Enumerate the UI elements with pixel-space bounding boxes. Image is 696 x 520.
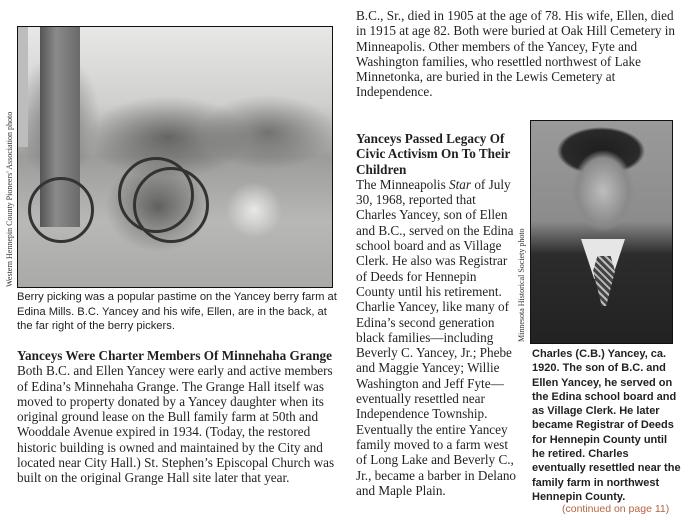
grange-heading: Yanceys Were Charter Members Of Minnehaha Grange <box>17 348 332 363</box>
legacy-article <box>356 131 516 498</box>
berry-picking-photo <box>17 26 333 288</box>
portrait-caption: Charles (C.B.) Yancey, ca. 1920. The son of B.C. and Ellen Yancey, he served on the Edina school board and as Village Clerk. He later became Registrar of Deeds for Hennepin County until he retired. Charles eventually resettled near the family farm in northwest Hennepin County. <box>532 348 681 503</box>
portrait-tie <box>593 256 615 306</box>
legacy-body <box>356 177 516 498</box>
legacy-body-rest: of July 30, 1968, reported that Charles Yancey, son of Ellen and B.C., served on the Edina school board and as Village Clerk. He also was Registrar of Deeds for Hennepin County until his retirement. Charlie Yancey, like many of Edina’s second generation black families—including Beverly C. Yancey, Jr.; Phebe and Maggie Yancey; Willie Washington and Jeff Fyte—eventually resettled near Independence Township. Eventually the entire Yancey family moved to a farm west of Long Lake and Beverly C., Jr., became a barber in Delano and Maple Plain. <box>356 176 517 498</box>
photo-credit-berry: Western Hennepin County Pioneers' Association photo <box>5 111 14 287</box>
continued-on-page-link[interactable]: (continued on page 11) <box>562 503 670 515</box>
legacy-heading: Yanceys Passed Legacy Of Civic Activism On To Their Children <box>356 131 511 177</box>
continuation-body: B.C., Sr., died in 1905 at the age of 78. His wife, Ellen, died in 1915 at age 82. Both were buried at Oak Hill Cemetery in Minneapolis. Other members of the Yancey, Fyte and Washington families, who resettled northwest of Lake Minnetonka, are buried in the Lewis Cemetery at Independence. <box>356 8 675 100</box>
bicycle-wheel <box>28 177 94 243</box>
photo-tree-bg <box>18 27 28 147</box>
photo-credit-portrait: Minnesota Historical Society photo <box>517 228 526 342</box>
continuation-article <box>356 8 681 100</box>
legacy-body-start: The Minneapolis <box>356 176 450 192</box>
bicycle-wheel <box>133 167 209 243</box>
grange-article <box>17 348 339 486</box>
charles-yancey-portrait <box>530 120 673 344</box>
berry-photo-caption: Berry picking was a popular pastime on the Yancey berry farm at Edina Mills. B.C. Yancey and his wife, Ellen, are in the back, at the far right of the berry pickers. <box>17 291 337 332</box>
newspaper-title: Star <box>449 176 472 192</box>
grange-body: Both B.C. and Ellen Yancey were early and active members of Edina’s Minnehaha Grange. The Grange Hall itself was moved to property donated by a Yancey daughter when its original ground lease on the Bull family farm at 50th and Wooddale Avenue expired in 1934. (Today, the restored historic building is owned and maintained by the City and located near City Hall.) St. Stephen’s Episcopal Church was built on the original Grange Hall site later that year. <box>17 363 335 486</box>
